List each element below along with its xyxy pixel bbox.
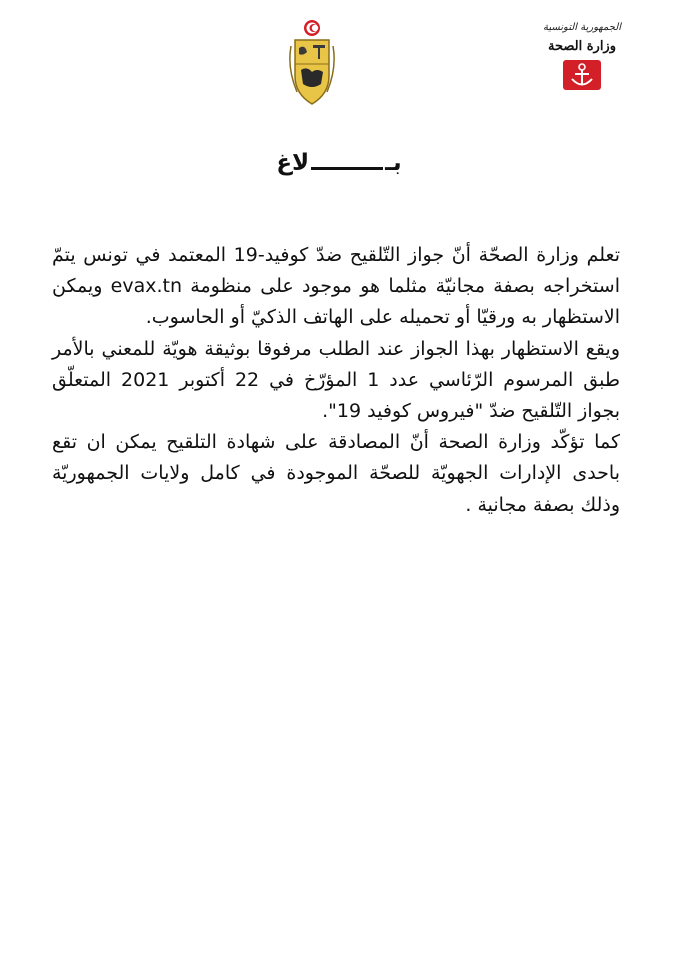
- paragraph-3: كما تؤكّد وزارة الصحة أنّ المصادقة على شهادة التلقيح يمكن ان تقع باحدى الإدارات الجهويّة للصحّة الموجودة في كامل ولايات الجمهوريّة وذلك بصفة مجانية .: [52, 431, 620, 516]
- announcement-body: [52, 240, 620, 521]
- title-start: بـ: [385, 150, 402, 176]
- ministry-header: [522, 22, 642, 94]
- paragraph-1: تعلم وزارة الصحّة أنّ جواز التّلقيح ضدّ كوفيد-19 المعتمد في تونس يتمّ استخراجه بصفة مجانيّة مثلما هو موجود على منظومة evax.tn ويمكن الاستظهار به ورقيّا أو تحميله على الهاتف الذكيّ أو الحاسوب.: [52, 244, 620, 329]
- page-title: [0, 150, 678, 176]
- title-tatweel-line: [311, 167, 383, 170]
- coat-of-arms-emblem: [287, 18, 337, 108]
- paragraph-2: ويقع الاستظهار بهذا الجواز عند الطلب مرفوقا بوثيقة هويّة للمعني بالأمر طبق المرسوم الرّئاسي عدد 1 المؤرّخ في 22 أكتوبر 2021 المتعلّق بجواز التّلقيح ضدّ "فيروس كوفيد 19".: [52, 337, 620, 423]
- ministry-logo-icon: [563, 60, 601, 90]
- republic-name: الجمهورية التونسية: [542, 22, 622, 33]
- ministry-name: وزارة الصحة: [548, 39, 616, 54]
- title-end: لاغ: [276, 150, 310, 176]
